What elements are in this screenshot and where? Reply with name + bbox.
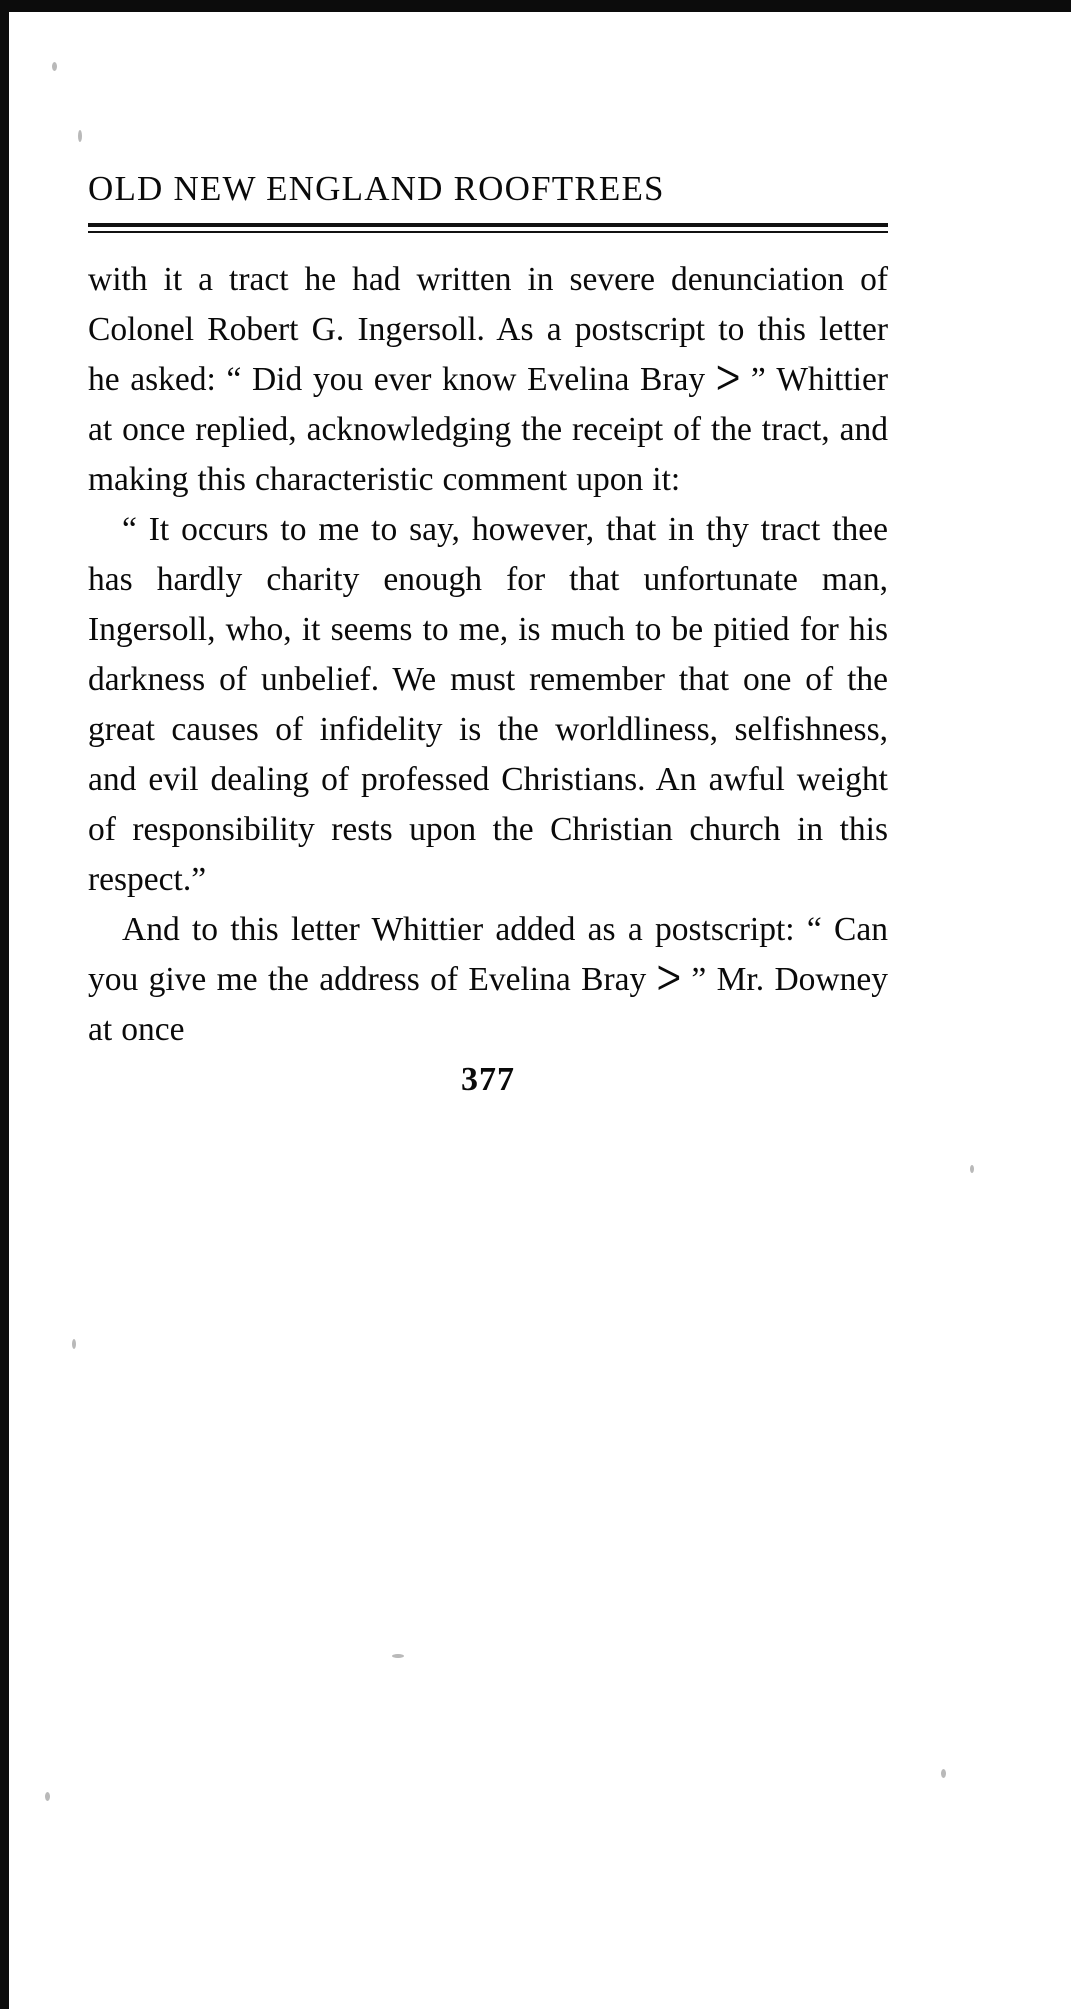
scan-edge-top: [0, 0, 1071, 12]
scan-speck: [52, 62, 57, 71]
divider-line-thin: [88, 231, 888, 233]
scan-edge-left: [0, 0, 9, 2009]
paragraph: And to this letter Whittier added as a postscript: “ Can you give me the address of Evelina Bray ᐳ ” Mr. Downey at once: [88, 910, 888, 1048]
scan-speck: [941, 1769, 946, 1778]
header-divider: [88, 223, 888, 233]
paragraph: with it a tract he had written in severe denunciation of Colonel Robert G. Ingersoll. As a postscript to this letter he asked: “ Did you ever know Evelina Bray ᐳ ” Whittier at once replied, acknowledging the receipt of the tract, and making this characteristic comment upon it:: [88, 260, 888, 498]
page-title: OLD NEW ENGLAND ROOFTREES: [88, 169, 665, 208]
scan-speck: [970, 1165, 974, 1173]
scan-speck: [392, 1654, 404, 1658]
scan-speck: [45, 1792, 50, 1801]
page-number: 377: [461, 1060, 515, 1098]
page-content: [88, 170, 888, 1099]
scan-speck: [78, 130, 82, 142]
scan-speck: [72, 1339, 76, 1349]
paragraph: “ It occurs to me to say, however, that in thy tract thee has hardly charity enough for that unfortunate man, Ingersoll, who, it seems to me, is much to be pitied for his darkness of unbelief. We must remember that one of the great causes of infidelity is the worldliness, selfishness, and evil dealing of professed Christians. An awful weight of responsibility rests upon the Christian church in this respect.”: [88, 510, 888, 898]
